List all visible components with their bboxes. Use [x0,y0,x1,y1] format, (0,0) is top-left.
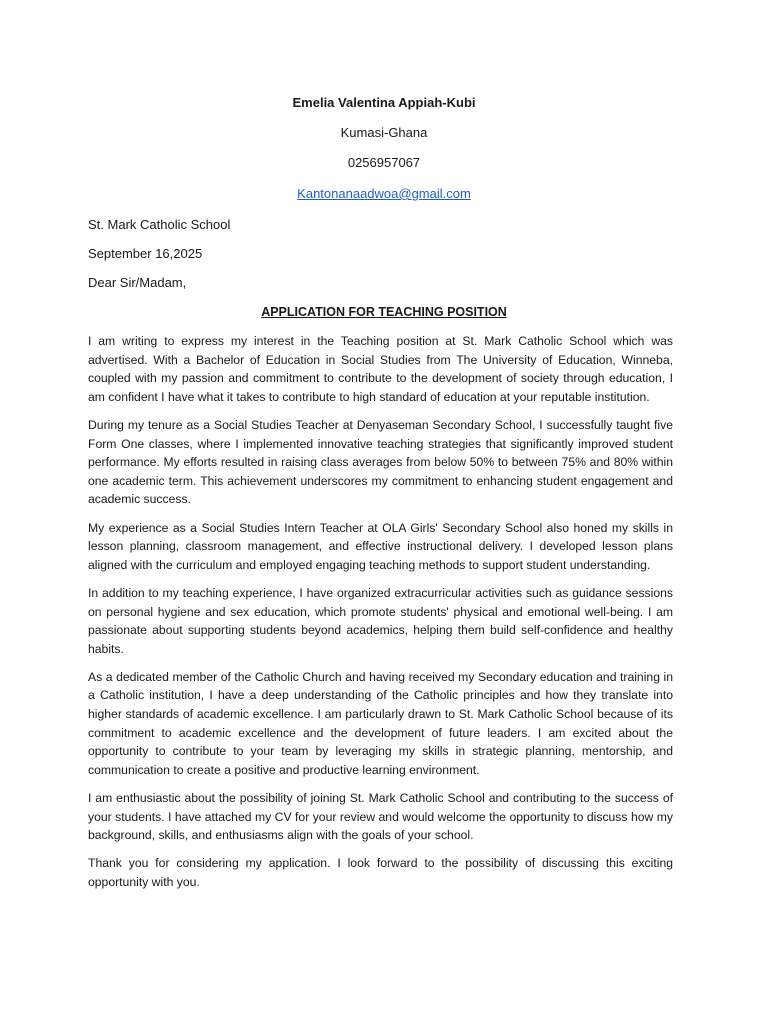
salutation: Dear Sir/Madam, [88,275,187,290]
body-paragraph-internship: My experience as a Social Studies Intern Teacher at OLA Girls' Secondary School also honed my skills in lesson planning, classroom management, and effective instructional delivery. I developed lesson plans aligned with the curriculum and employed engaging teaching methods to support student understanding. [88,520,673,572]
recipient-school: St. Mark Catholic School [88,217,231,232]
letter-subject: APPLICATION FOR TEACHING POSITION [261,305,507,319]
sender-email-link[interactable]: Kantonanaadwoa@gmail.com [297,186,471,201]
sender-name: Emelia Valentina Appiah-Kubi [292,95,476,110]
body-paragraph-extracurricular: In addition to my teaching experience, I have organized extracurricular activities such as guidance sessions on personal hygiene and sex education, which promote students' physical and emotional well-being. I am passionate about supporting students beyond academics, helping them build self-confidence and healthy habits. [88,585,673,656]
letter-body [88,332,673,901]
body-paragraph-interest: I am writing to express my interest in the Teaching position at St. Mark Catholic School which was advertised. With a Bachelor of Education in Social Studies from The University of Education, Winneba, coupled with my passion and commitment to contribute to the development of society through education, I am confident I have what it takes to contribute to high standard of education at your reputable institution. [88,334,673,404]
body-paragraph-catholic: As a dedicated member of the Catholic Church and having received my Secondary education and training in a Catholic institution, I have a deep understanding of the Catholic principles and how they translate into higher standards of academic excellence. I am particularly drawn to St. Mark Catholic School because of its commitment to academic excellence and the development of future leaders. I am excited about the opportunity to contribute to your team by leveraging my skills in strategic planning, mentorship, and communication to create a positive and productive learning environment. [88,669,673,777]
sender-phone: 0256957067 [347,155,421,170]
sender-email-line [0,186,768,202]
body-paragraph-closing: Thank you for considering my application. I look forward to the possibility of discussing this exciting opportunity with you. [88,856,673,889]
letter-date: September 16,2025 [88,246,203,261]
body-paragraph-tenure: During my tenure as a Social Studies Teacher at Denyaseman Secondary School, I successfully taught five Form One classes, where I implemented innovative teaching strategies that significantly improved student performance. My efforts resulted in raising class averages from below 50% to between 75% and 80% within one academic term. This achievement underscores my commitment to enhancing student engagement and academic success. [88,417,673,507]
body-paragraph-enthusiasm: I am enthusiastic about the possibility of joining St. Mark Catholic School and contributing to the success of your students. I have attached my CV for your review and would welcome the opportunity to discuss how my background, skills, and enthusiasms align with the goals of your school. [88,791,673,843]
sender-location: Kumasi-Ghana [340,125,428,140]
